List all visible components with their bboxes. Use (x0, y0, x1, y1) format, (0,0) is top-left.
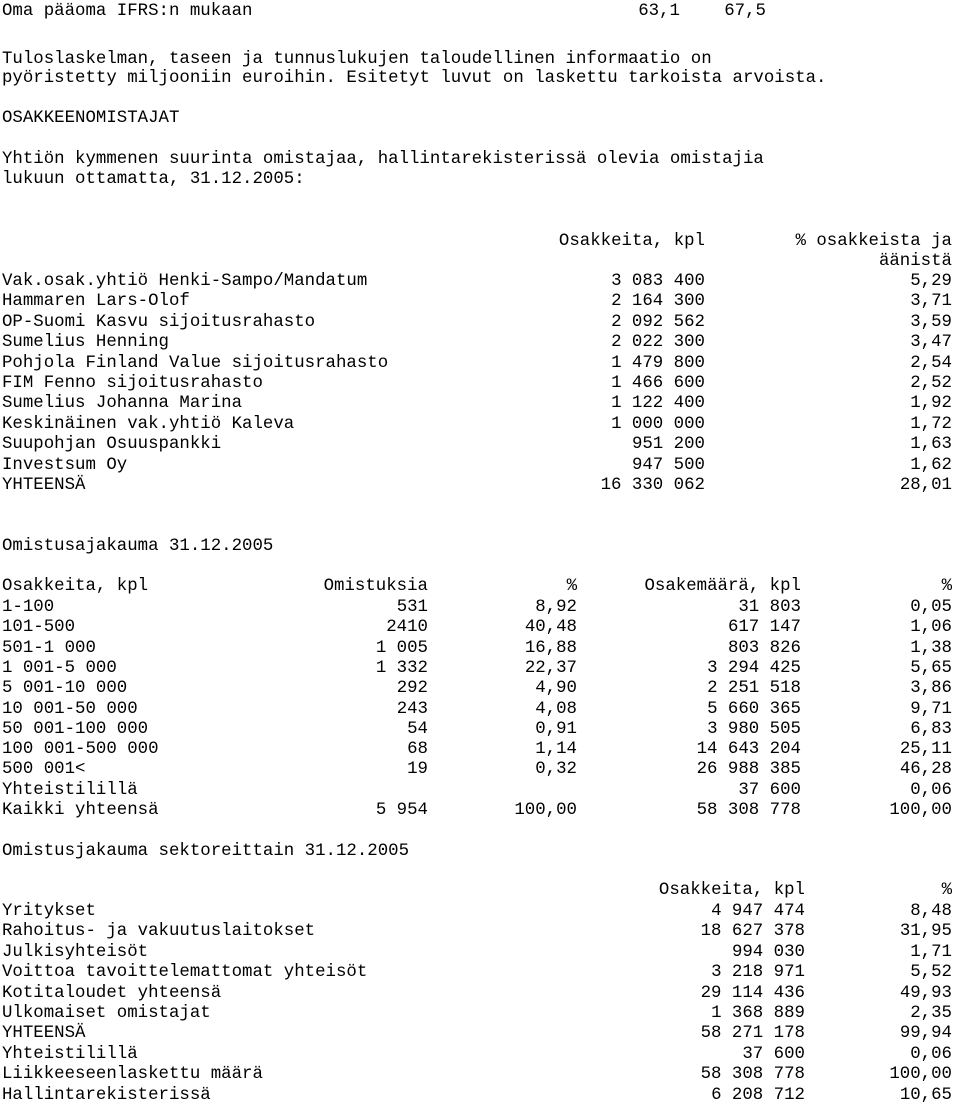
owners-col-pct-1: % osakkeista ja (795, 232, 952, 251)
sector-name: Yritykset (2, 902, 96, 921)
distribution-cell: 3 294 425 (707, 659, 801, 678)
sector-shares: 29 114 436 (700, 984, 805, 1003)
owner-pct: 3,59 (910, 313, 952, 332)
distribution-cell: 16,88 (524, 639, 577, 658)
sector-name: Hallintarekisterissä (2, 1086, 211, 1105)
owner-pct: 3,71 (910, 292, 952, 311)
distribution-col-header: % (566, 577, 577, 596)
sectors-heading: Omistusjakauma sektoreittain 31.12.2005 (2, 842, 410, 861)
distribution-cell: 54 (407, 720, 428, 739)
sector-shares: 6 208 712 (711, 1086, 805, 1105)
sector-pct: 99,94 (899, 1024, 952, 1043)
sector-pct: 31,95 (899, 922, 952, 941)
sector-shares: 4 947 474 (711, 902, 805, 921)
owner-name: Suupohjan Osuuspankki (2, 435, 222, 454)
distribution-cell: 0,32 (535, 760, 577, 779)
owner-shares: 1 479 800 (611, 354, 705, 373)
sector-name: Ulkomaiset omistajat (2, 1004, 211, 1023)
distribution-cell: 100 001-500 000 (2, 740, 159, 759)
owner-name: Keskinäinen vak.yhtiö Kaleva (2, 415, 295, 434)
sector-name: Julkisyhteisöt (2, 943, 149, 962)
distribution-cell (230, 780, 428, 801)
sector-pct: 1,71 (910, 943, 952, 962)
distribution-cell: 68 (407, 740, 428, 759)
distribution-cell: 19 (407, 760, 428, 779)
intro-line-2: pyöristetty miljooniin euroihin. Esitetyt luvut on laskettu tarkoista arvoista. (2, 69, 827, 88)
owner-pct: 1,63 (910, 435, 952, 454)
owner-shares: 1 000 000 (611, 415, 705, 434)
distribution-cell: 31 803 (738, 598, 801, 617)
sector-name: Rahoitus- ja vakuutuslaitokset (2, 922, 316, 941)
owner-pct: 1,72 (910, 415, 952, 434)
distribution-cell: 5 954 (375, 801, 428, 820)
owner-pct: 1,92 (910, 394, 952, 413)
sectors-col-pct: % (941, 881, 952, 900)
distribution-cell (480, 780, 577, 801)
distribution-cell: 5,65 (910, 659, 952, 678)
distribution-cell: 3,86 (910, 679, 952, 698)
distribution-cell: 500 001< (2, 760, 86, 779)
distribution-cell: 50 001-100 000 (2, 720, 149, 739)
owner-shares: 947 500 (631, 456, 705, 475)
distribution-cell: 243 (396, 700, 428, 719)
owner-shares: 16 330 062 (600, 476, 705, 495)
owner-pct: 28,01 (899, 476, 952, 495)
distribution-cell: 617 147 (727, 618, 801, 637)
owner-shares: 3 083 400 (611, 272, 705, 291)
owner-pct: 2,52 (910, 374, 952, 393)
distribution-cell: 4,08 (535, 700, 577, 719)
owner-name: YHTEENSÄ (2, 476, 86, 495)
sector-shares: 37 600 (742, 1045, 805, 1064)
owner-shares: 1 122 400 (611, 394, 705, 413)
sector-shares: 1 368 889 (711, 1004, 805, 1023)
sector-shares: 58 308 778 (700, 1065, 805, 1084)
distribution-col-header: % (941, 577, 952, 596)
distribution-cell: 14 643 204 (696, 740, 801, 759)
owner-name: Investsum Oy (2, 456, 128, 475)
sector-pct: 2,35 (910, 1004, 952, 1023)
distribution-cell: 5 660 365 (707, 700, 801, 719)
owner-pct: 2,54 (910, 354, 952, 373)
distribution-cell: 1 332 (375, 659, 428, 678)
distribution-cell: 100,00 (514, 801, 577, 820)
owner-pct: 3,47 (910, 333, 952, 352)
distribution-cell: 22,37 (524, 659, 577, 678)
distribution-col-header: Osakkeita, kpl (2, 577, 149, 596)
distribution-cell: 531 (396, 598, 428, 617)
owner-shares: 1 466 600 (611, 374, 705, 393)
sector-name: Liikkeeseenlaskettu määrä (2, 1065, 263, 1084)
distribution-cell: 8,92 (535, 598, 577, 617)
distribution-cell: 9,71 (910, 700, 952, 719)
owner-pct: 5,29 (910, 272, 952, 291)
distribution-cell: 1,06 (910, 618, 952, 637)
distribution-col-header: Omistuksia (323, 577, 428, 596)
distribution-cell: 5 001-10 000 (2, 679, 128, 698)
owner-name: OP-Suomi Kasvu sijoitusrahasto (2, 313, 316, 332)
distribution-cell: 0,05 (910, 598, 952, 617)
owner-name: Pohjola Finland Value sijoitusrahasto (2, 354, 389, 373)
distribution-cell: 6,83 (910, 720, 952, 739)
distribution-cell: 1,38 (910, 639, 952, 658)
distribution-cell: 501-1 000 (2, 639, 96, 658)
owners-col-shares: Osakkeita, kpl (558, 232, 705, 251)
distribution-cell: 1-100 (2, 598, 55, 617)
sector-pct: 10,65 (899, 1086, 952, 1105)
owner-name: Hammaren Lars-Olof (2, 292, 190, 311)
distribution-col-header: Osakemäärä, kpl (644, 577, 801, 596)
distribution-cell: 1 005 (375, 639, 428, 658)
distribution-cell: Kaikki yhteensä (2, 801, 159, 820)
distribution-cell: 3 980 505 (707, 720, 801, 739)
distribution-cell: 25,11 (899, 740, 952, 759)
distribution-cell: 10 001-50 000 (2, 700, 138, 719)
distribution-cell: 46,28 (899, 760, 952, 779)
distribution-cell: 4,90 (535, 679, 577, 698)
owner-shares: 2 022 300 (611, 333, 705, 352)
owner-shares: 2 092 562 (611, 313, 705, 332)
distribution-cell: 100,00 (889, 801, 952, 820)
sector-pct: 5,52 (910, 963, 952, 982)
distribution-cell: 1,14 (535, 740, 577, 759)
sector-name: Yhteistilillä (2, 1045, 138, 1064)
owner-shares: 951 200 (631, 435, 705, 454)
sector-shares: 994 030 (731, 943, 805, 962)
distribution-cell: 2 251 518 (707, 679, 801, 698)
distribution-cell: 40,48 (524, 618, 577, 637)
distribution-cell: Yhteistilillä (2, 781, 138, 800)
sector-shares: 3 218 971 (711, 963, 805, 982)
owner-name: FIM Fenno sijoitusrahasto (2, 374, 263, 393)
sector-pct: 49,93 (899, 984, 952, 1003)
equity-label: Oma pääoma IFRS:n mukaan (2, 2, 253, 21)
owner-name: Sumelius Henning (2, 333, 169, 352)
distribution-cell: 26 988 385 (696, 760, 801, 779)
sector-shares: 58 271 178 (700, 1024, 805, 1043)
sector-name: Voittoa tavoittelemattomat yhteisöt (2, 963, 368, 982)
distribution-cell: 2410 (386, 618, 428, 637)
owner-name: Vak.osak.yhtiö Henki-Sampo/Mandatum (2, 272, 368, 291)
owner-name: Sumelius Johanna Marina (2, 394, 243, 413)
sector-pct: 8,48 (910, 902, 952, 921)
owner-pct: 1,62 (910, 456, 952, 475)
sector-name: YHTEENSÄ (2, 1024, 86, 1043)
owners-heading: OSAKKEENOMISTAJAT (2, 109, 180, 128)
distribution-cell: 292 (396, 679, 428, 698)
owner-shares: 2 164 300 (611, 292, 705, 311)
distribution-cell: 101-500 (2, 618, 76, 637)
distribution-cell: 803 826 (727, 639, 801, 658)
owners-description-1: Yhtiön kymmenen suurinta omistajaa, hallintarekisterissä olevia omistajia (2, 150, 764, 169)
distribution-cell: 1 001-5 000 (2, 659, 117, 678)
distribution-heading: Omistusajakauma 31.12.2005 (2, 537, 274, 556)
distribution-cell: 37 600 (738, 781, 801, 800)
equity-value-2005: 63,1 (638, 2, 680, 21)
owners-description-2: lukuun ottamatta, 31.12.2005: (2, 170, 305, 189)
sector-shares: 18 627 378 (700, 922, 805, 941)
sectors-col-shares: Osakkeita, kpl (658, 881, 805, 900)
distribution-cell: 0,06 (910, 781, 952, 800)
sector-name: Kotitaloudet yhteensä (2, 984, 222, 1003)
owners-col-pct-2: äänistä (878, 252, 952, 271)
equity-value-2004: 67,5 (724, 2, 766, 21)
distribution-cell: 58 308 778 (696, 801, 801, 820)
sector-pct: 0,06 (910, 1045, 952, 1064)
sector-pct: 100,00 (889, 1065, 952, 1084)
intro-line-1: Tuloslaskelman, taseen ja tunnuslukujen taloudellinen informaatio on (2, 50, 712, 69)
distribution-cell: 0,91 (535, 720, 577, 739)
